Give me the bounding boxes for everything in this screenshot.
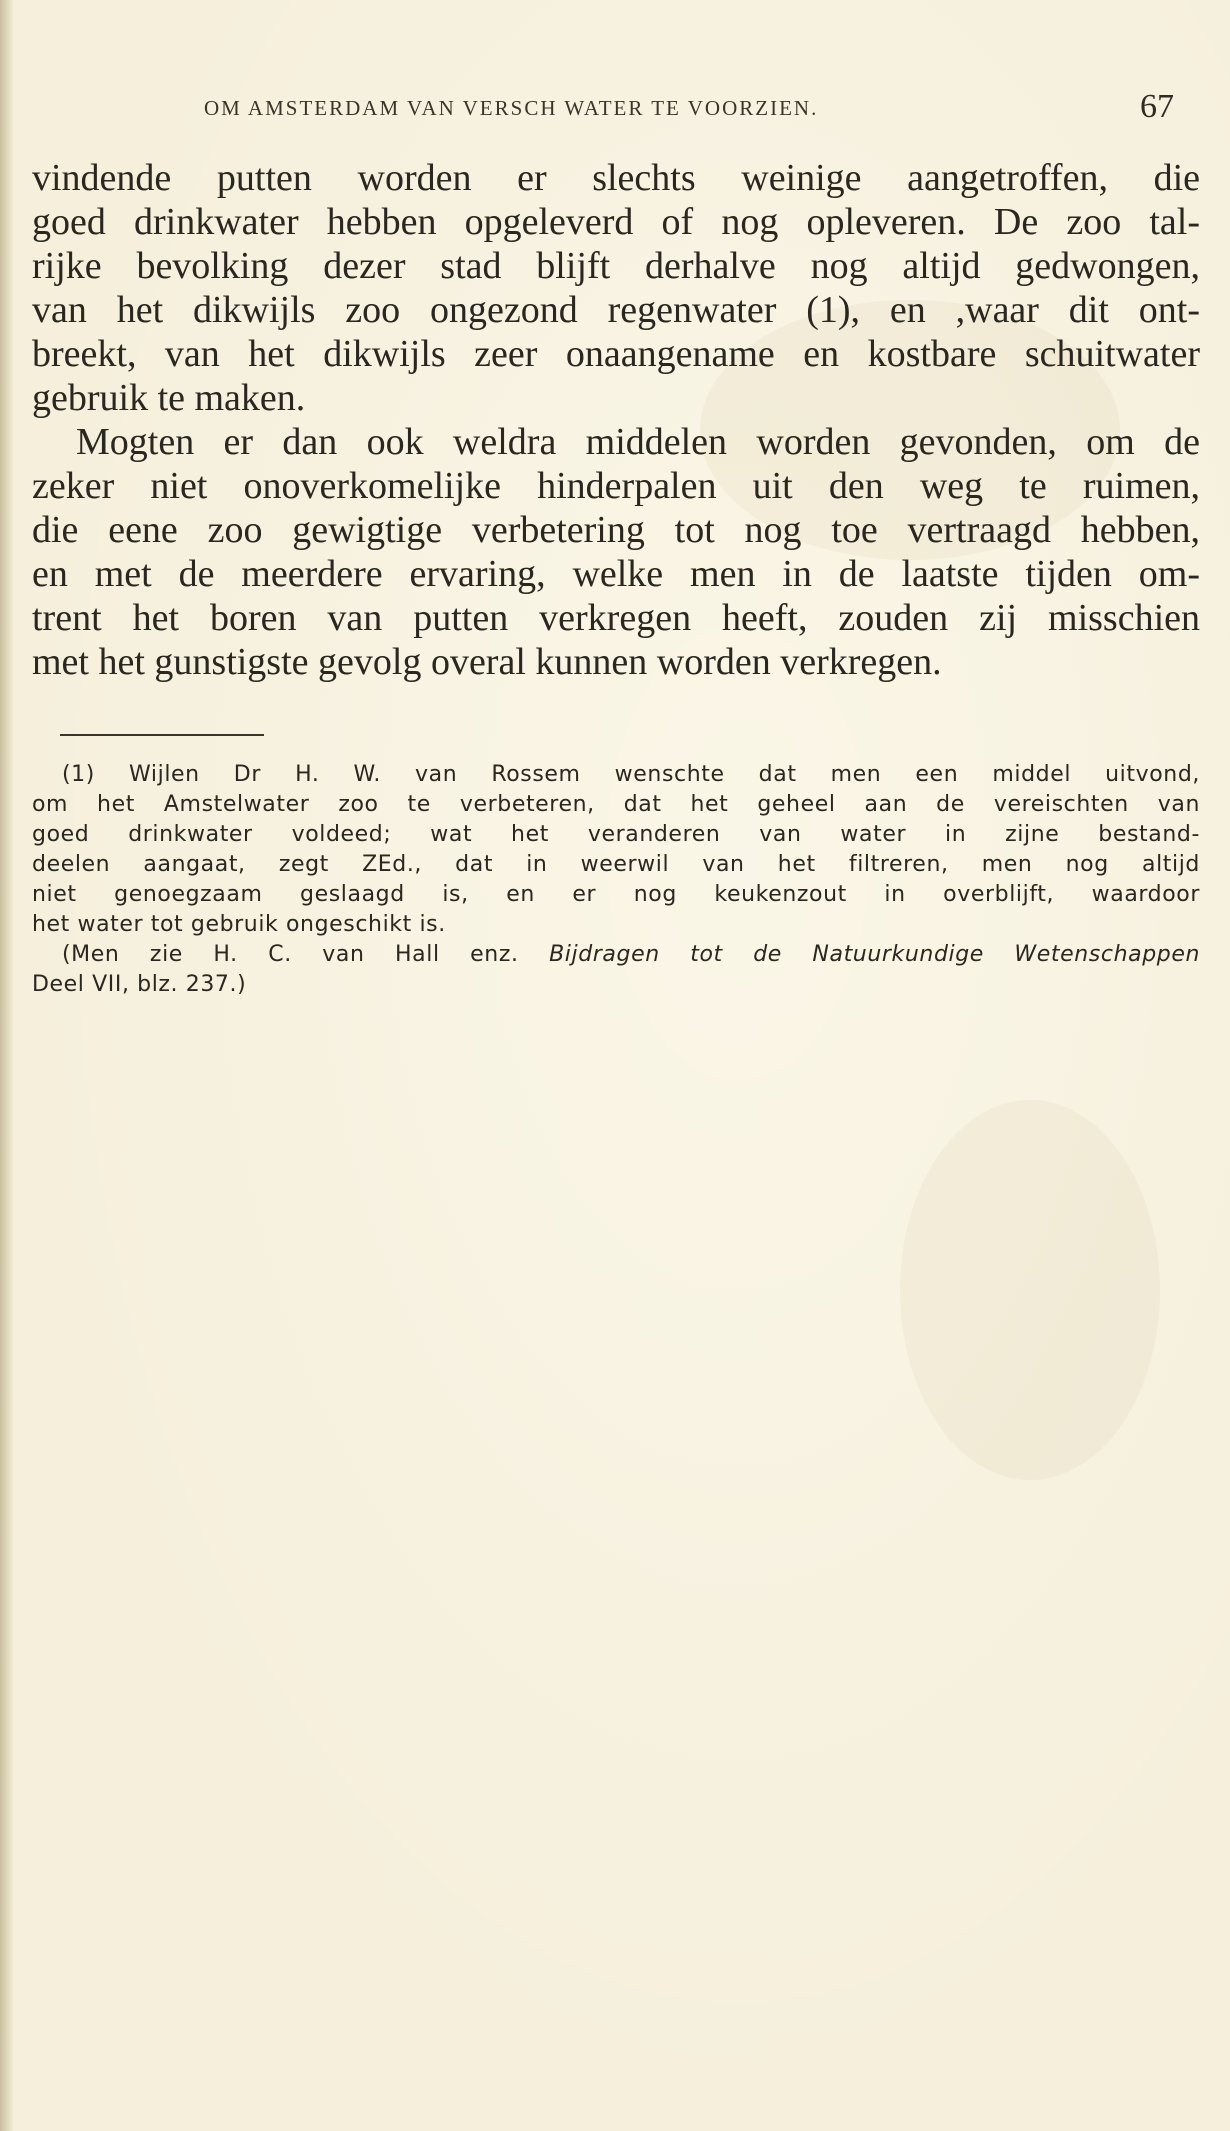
reference-prefix: (Men zie H. C. van Hall enz. — [62, 942, 550, 967]
body-line: die eene zoo gewigtige verbetering tot nog toe vertraagd hebben, — [32, 509, 1200, 551]
footnote-line: niet genoegzaam geslaagd is, en er nog keukenzout in overblijft, waardoor — [32, 882, 1200, 907]
reference-title: Bijdragen tot de Natuurkundige Wetenschappen — [549, 942, 1200, 967]
body-line: en met de meerdere ervaring, welke men in de laatste tijden om- — [32, 553, 1200, 595]
page-number: 67 — [1140, 88, 1174, 125]
footnote-line: het water tot gebruik ongeschikt is. — [32, 912, 446, 937]
body-line: gebruik te maken. — [32, 377, 306, 419]
paper-stain — [900, 1100, 1160, 1480]
footnote-line: om het Amstelwater zoo te verbeteren, dat het geheel aan de vereischten van — [32, 792, 1200, 817]
body-line: rijke bevolking dezer stad blijft derhalve nog altijd gedwongen, — [32, 245, 1200, 287]
running-title: OM AMSTERDAM VAN VERSCH WATER TE VOORZIEN. — [204, 96, 819, 120]
footnote-line: Deel VII, blz. 237.) — [32, 972, 247, 997]
footnote-line: goed drinkwater voldeed; wat het veranderen van water in zijne bestand- — [32, 822, 1200, 847]
body-line: breekt, van het dikwijls zeer onaangename en kostbare schuitwater — [32, 333, 1200, 375]
body-line: Mogten er dan ook weldra middelen worden gevonden, om de — [76, 421, 1200, 463]
body-line: goed drinkwater hebben opgeleverd of nog opleveren. De zoo tal- — [32, 201, 1200, 243]
body-line: zeker niet onoverkomelijke hinderpalen uit den weg te ruimen, — [32, 465, 1200, 507]
page-binding-edge — [0, 0, 14, 2131]
body-line: trent het boren van putten verkregen heeft, zouden zij misschien — [32, 597, 1200, 639]
body-line: met het gunstigste gevolg overal kunnen worden verkregen. — [32, 641, 942, 683]
footnote — [32, 760, 1200, 1000]
footnote-divider — [60, 734, 264, 736]
footnote-line: (1) Wijlen Dr H. W. van Rossem wenschte dat men een middel uitvond, — [62, 762, 1200, 787]
body-line: van het dikwijls zoo ongezond regenwater (1), en ,waar dit ont- — [32, 289, 1200, 331]
footnote-reference — [32, 940, 1200, 970]
body-line: vindende putten worden er slechts weinige aangetroffen, die — [32, 157, 1200, 199]
body-text — [32, 156, 1200, 684]
footnote-line: deelen aangaat, zegt ZEd., dat in weerwil van het filtreren, men nog altijd — [32, 852, 1200, 877]
